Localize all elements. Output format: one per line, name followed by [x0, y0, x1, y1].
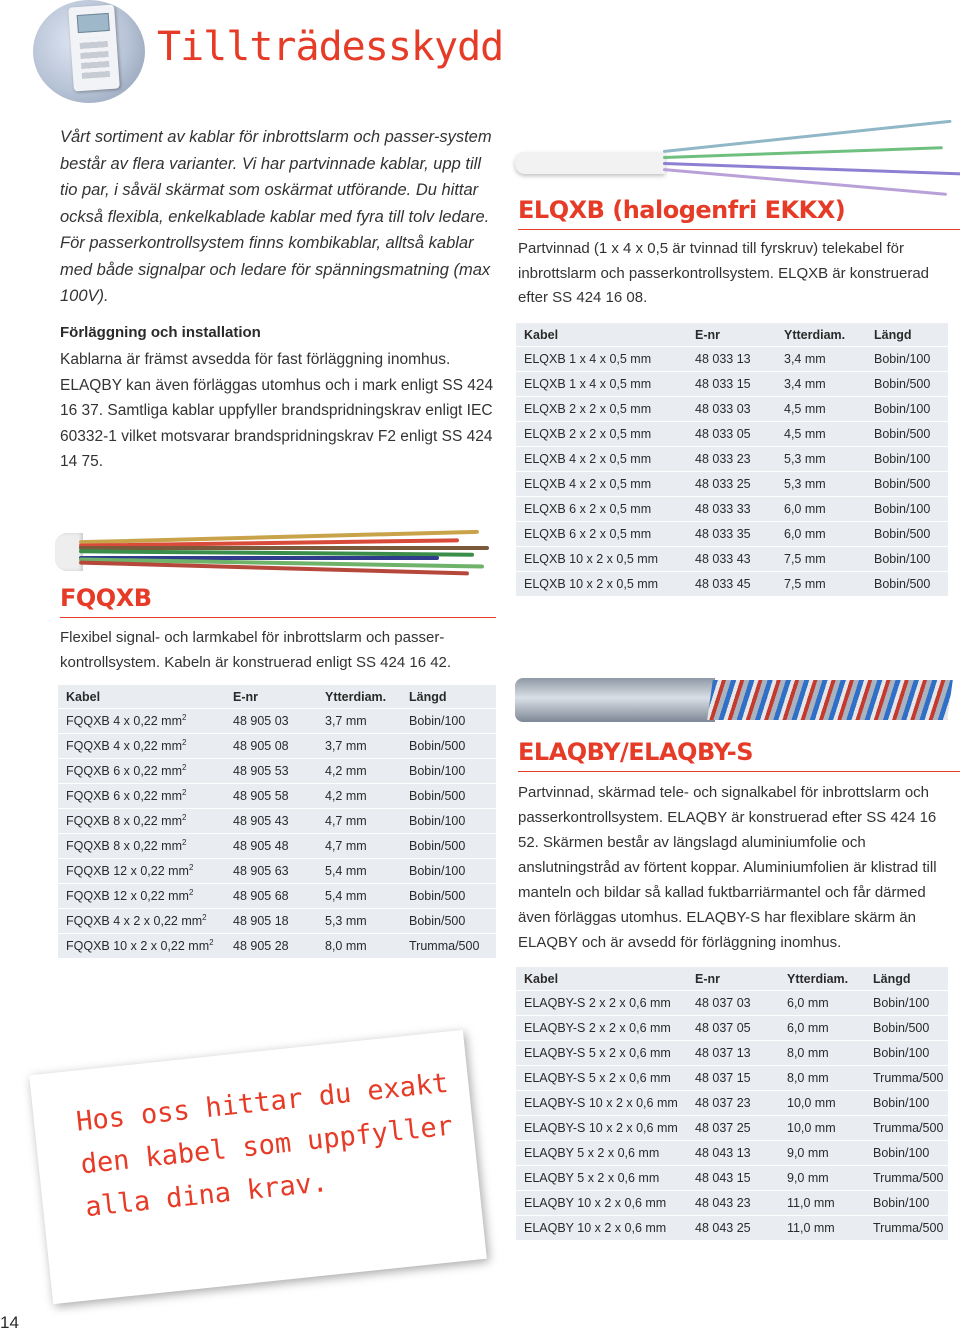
intro-paragraph: Vårt sortiment av kablar för inbrottslarm och passer-system består av flera varianter. Vi har partvinnade kablar, upp till tio par, i såväl skärmat som oskärmat utförande. Du hittar också flexibla, enkelkablade kablar med fyra till tolv ledare. För passerkontrollsystem finns kombikablar, alltså kablar med både signalpar och ledare för spänningsmatning (max 100V). [60, 128, 492, 305]
cell-langd: Bobin/100 [866, 347, 948, 371]
cell-ytterdiam: 4,5 mm [776, 422, 866, 446]
cell-enr: 48 033 43 [687, 547, 776, 571]
cell-enr: 48 043 15 [687, 1166, 779, 1190]
table-row [516, 372, 948, 396]
table-row [58, 934, 496, 958]
cell-enr: 48 033 25 [687, 472, 776, 496]
table-row [516, 447, 948, 471]
cell-ytterdiam: 6,0 mm [779, 1016, 865, 1040]
cell-kabel: ELQXB 1 x 4 x 0,5 mm [516, 347, 687, 371]
elqxb-table [516, 322, 948, 597]
keypad-panel-icon [68, 4, 120, 91]
cell-kabel: FQQXB 12 x 0,22 $mm^2$ [58, 859, 225, 883]
cell-langd: Bobin/100 [865, 1191, 948, 1215]
table-row [516, 497, 948, 521]
keypad-screen [77, 13, 110, 33]
note-card [29, 1030, 487, 1304]
cell-langd: Bobin/500 [866, 472, 948, 496]
cell-langd: Bobin/500 [866, 372, 948, 396]
cell-kabel: FQQXB 4 x 2 x 0,22 $mm^2$ [58, 909, 225, 933]
note-text: Hos oss hittar du exakt den kabel som uppfyller alla dina krav. [74, 1067, 455, 1224]
cell-langd: Bobin/100 [865, 1141, 948, 1165]
cell-langd: Bobin/100 [401, 859, 496, 883]
page-number: 14 [0, 1313, 19, 1332]
elaqby-title: ELAQBY/ELAQBY-S [518, 738, 754, 766]
cell-enr: 48 905 03 [225, 709, 317, 733]
cell-kabel: ELAQBY-S 5 x 2 x 0,6 mm [516, 1066, 687, 1090]
table-row [58, 784, 496, 808]
cell-enr: 48 043 25 [687, 1216, 779, 1240]
cell-langd: Bobin/100 [401, 709, 496, 733]
cell-enr: 48 905 43 [225, 809, 317, 833]
elqxb-cable-photo [515, 120, 960, 190]
column-header-langd: Längd [866, 323, 948, 346]
cell-langd: Trumma/500 [865, 1166, 948, 1190]
elqxb-description: Partvinnad (1 x 4 x 0,5 är tvinnad till fyrskruv) telekabel för inbrottslarm och passerkontrollsystem. ELQXB är konstruerad efter SS 424 16 08. [518, 240, 929, 306]
cell-kabel: ELQXB 6 x 2 x 0,5 mm [516, 522, 687, 546]
cell-langd: Bobin/500 [401, 884, 496, 908]
cell-ytterdiam: 9,0 mm [779, 1141, 865, 1165]
cell-kabel: FQQXB 4 x 0,22 $mm^2$ [58, 709, 225, 733]
cell-kabel: FQQXB 8 x 0,22 $mm^2$ [58, 809, 225, 833]
cell-langd: Bobin/100 [401, 809, 496, 833]
column-header-ytterdiam: Ytterdiam. [776, 323, 866, 346]
cell-enr: 48 905 08 [225, 734, 317, 758]
fqqxb-table [58, 684, 496, 959]
table-row [516, 1216, 948, 1240]
cell-enr: 48 905 63 [225, 859, 317, 883]
cell-kabel: FQQXB 6 x 0,22 $mm^2$ [58, 784, 225, 808]
cell-ytterdiam: 3,4 mm [776, 372, 866, 396]
cell-langd: Bobin/100 [866, 397, 948, 421]
cell-enr: 48 905 68 [225, 884, 317, 908]
cell-enr: 48 033 15 [687, 372, 776, 396]
column-header-kabel: Kabel [58, 685, 225, 708]
fqqxb-description: Flexibel signal- och larmkabel för inbrottslarm och passer-kontrollsystem. Kabeln är konstruerad enligt SS 424 16 42. [60, 629, 452, 671]
elaqby-description: Partvinnad, skärmad tele- och signalkabel för inbrottslarm och passerkontrollsystem. ELAQBY är konstruerad efter SS 424 16 52. Skärmen består av längslagd aluminiumfolie och anslutningstråd av förtent koppar. Aluminiumfolien är klistrad till manteln och bildar så kallad fuktbarriärmantel och får därmed även förläggas utomhus. ELAQBY-S har flexiblare skärm än ELAQBY och är avsedd för förläggning inomhus. [518, 784, 937, 951]
cell-enr: 48 033 05 [687, 422, 776, 446]
table-row [516, 1091, 948, 1115]
cell-ytterdiam: 5,4 mm [317, 859, 401, 883]
table-row [58, 834, 496, 858]
cell-kabel: ELAQBY 5 x 2 x 0,6 mm [516, 1141, 687, 1165]
table-row [516, 1141, 948, 1165]
table-row [516, 547, 948, 571]
column-header-enr: E-nr [687, 323, 776, 346]
cell-enr: 48 037 25 [687, 1116, 779, 1140]
table-row [516, 1016, 948, 1040]
cell-langd: Bobin/500 [401, 734, 496, 758]
cell-enr: 48 033 03 [687, 397, 776, 421]
table-row [516, 472, 948, 496]
table-row [516, 572, 948, 596]
cell-ytterdiam: 8,0 mm [779, 1041, 865, 1065]
cell-ytterdiam: 6,0 mm [779, 991, 865, 1015]
cell-kabel: ELQXB 10 x 2 x 0,5 mm [516, 572, 687, 596]
cell-langd: Bobin/100 [865, 991, 948, 1015]
cell-kabel: ELQXB 4 x 2 x 0,5 mm [516, 472, 687, 496]
installation-paragraph: Kablarna är främst avsedda för fast förläggning inomhus. ELAQBY kan även förläggas utomhus och i mark enligt SS 424 16 37. Samtliga kablar uppfyller brandspridningskrav enligt IEC 60332-1 vilket motsvarar brandspridningskrav F2 enligt SS 424 14 75. [60, 351, 494, 470]
cell-enr: 48 905 53 [225, 759, 317, 783]
fqqxb-cable-photo [55, 515, 495, 585]
cell-ytterdiam: 5,3 mm [776, 472, 866, 496]
cell-langd: Bobin/100 [401, 759, 496, 783]
cell-enr: 48 043 23 [687, 1191, 779, 1215]
table-row [516, 347, 948, 371]
table-row [58, 809, 496, 833]
cell-langd: Bobin/500 [866, 572, 948, 596]
cell-kabel: ELQXB 1 x 4 x 0,5 mm [516, 372, 687, 396]
table-row [58, 709, 496, 733]
table-row [58, 909, 496, 933]
cell-langd: Bobin/100 [866, 547, 948, 571]
table-header-row [516, 967, 948, 990]
cell-langd: Trumma/500 [865, 1066, 948, 1090]
cell-kabel: FQQXB 4 x 0,22 $mm^2$ [58, 734, 225, 758]
cell-ytterdiam: 6,0 mm [776, 522, 866, 546]
cell-enr: 48 905 48 [225, 834, 317, 858]
cell-ytterdiam: 9,0 mm [779, 1166, 865, 1190]
cell-kabel: ELAQBY-S 10 x 2 x 0,6 mm [516, 1116, 687, 1140]
cell-kabel: ELAQBY 5 x 2 x 0,6 mm [516, 1166, 687, 1190]
cell-ytterdiam: 4,2 mm [317, 759, 401, 783]
table-row [516, 422, 948, 446]
column-header-kabel: Kabel [516, 967, 687, 990]
cell-kabel: ELQXB 2 x 2 x 0,5 mm [516, 422, 687, 446]
cell-enr: 48 033 35 [687, 522, 776, 546]
table-row [516, 1191, 948, 1215]
page-title: Tillträdesskydd [157, 24, 504, 70]
cell-ytterdiam: 6,0 mm [776, 497, 866, 521]
cell-ytterdiam: 10,0 mm [779, 1116, 865, 1140]
cell-ytterdiam: 4,7 mm [317, 809, 401, 833]
cell-kabel: ELQXB 2 x 2 x 0,5 mm [516, 397, 687, 421]
cell-enr: 48 033 33 [687, 497, 776, 521]
cell-ytterdiam: 11,0 mm [779, 1216, 865, 1240]
cell-langd: Bobin/100 [866, 447, 948, 471]
cell-kabel: ELAQBY-S 2 x 2 x 0,6 mm [516, 1016, 687, 1040]
cell-kabel: ELAQBY 10 x 2 x 0,6 mm [516, 1191, 687, 1215]
column-header-langd: Längd [865, 967, 948, 990]
cell-ytterdiam: 4,7 mm [317, 834, 401, 858]
cell-langd: Bobin/500 [401, 784, 496, 808]
cell-enr: 48 043 13 [687, 1141, 779, 1165]
fqqxb-title: FQQXB [60, 584, 152, 612]
cell-ytterdiam: 5,4 mm [317, 884, 401, 908]
cell-ytterdiam: 4,5 mm [776, 397, 866, 421]
cell-ytterdiam: 8,0 mm [779, 1066, 865, 1090]
table-row [516, 522, 948, 546]
cell-langd: Trumma/500 [865, 1216, 948, 1240]
cell-langd: Trumma/500 [401, 934, 496, 958]
cell-kabel: ELQXB 4 x 2 x 0,5 mm [516, 447, 687, 471]
column-header-ytterdiam: Ytterdiam. [779, 967, 865, 990]
column-header-enr: E-nr [225, 685, 317, 708]
table-row [58, 859, 496, 883]
table-header-row [58, 685, 496, 708]
elaqby-cable-photo [515, 670, 960, 732]
cell-langd: Trumma/500 [865, 1116, 948, 1140]
cell-ytterdiam: 10,0 mm [779, 1091, 865, 1115]
elaqby-table [516, 966, 948, 1241]
cell-kabel: ELAQBY-S 5 x 2 x 0,6 mm [516, 1041, 687, 1065]
cell-kabel: ELQXB 6 x 2 x 0,5 mm [516, 497, 687, 521]
cell-enr: 48 037 15 [687, 1066, 779, 1090]
cell-kabel: FQQXB 8 x 0,22 $mm^2$ [58, 834, 225, 858]
cell-enr: 48 037 23 [687, 1091, 779, 1115]
cell-ytterdiam: 5,3 mm [776, 447, 866, 471]
cell-enr: 48 905 58 [225, 784, 317, 808]
cell-ytterdiam: 3,7 mm [317, 734, 401, 758]
cell-langd: Bobin/100 [865, 1091, 948, 1115]
keypad-keys [79, 37, 110, 79]
cell-ytterdiam: 5,3 mm [317, 909, 401, 933]
column-header-kabel: Kabel [516, 323, 687, 346]
cell-enr: 48 905 28 [225, 934, 317, 958]
table-row [516, 1066, 948, 1090]
elqxb-title: ELQXB (halogenfri EKKX) [518, 196, 846, 224]
cell-langd: Bobin/500 [401, 834, 496, 858]
cell-ytterdiam: 3,4 mm [776, 347, 866, 371]
table-row [516, 991, 948, 1015]
access-panel-photo [33, 0, 145, 103]
cell-kabel: FQQXB 10 x 2 x 0,22 $mm^2$ [58, 934, 225, 958]
installation-heading: Förläggning och installation [60, 324, 261, 341]
cell-enr: 48 033 23 [687, 447, 776, 471]
column-header-enr: E-nr [687, 967, 779, 990]
table-row [516, 1116, 948, 1140]
cell-enr: 48 033 13 [687, 347, 776, 371]
cell-kabel: ELAQBY-S 10 x 2 x 0,6 mm [516, 1091, 687, 1115]
column-header-langd: Längd [401, 685, 496, 708]
cell-ytterdiam: 7,5 mm [776, 572, 866, 596]
table-row [58, 759, 496, 783]
table-row [516, 1041, 948, 1065]
table-row [516, 397, 948, 421]
cell-langd: Bobin/500 [865, 1016, 948, 1040]
cell-kabel: ELQXB 10 x 2 x 0,5 mm [516, 547, 687, 571]
cell-langd: Bobin/500 [866, 522, 948, 546]
fqqxb-rule [60, 617, 496, 618]
cell-langd: Bobin/100 [865, 1041, 948, 1065]
elqxb-rule [518, 229, 960, 230]
cell-ytterdiam: 8,0 mm [317, 934, 401, 958]
table-row [516, 1166, 948, 1190]
cell-kabel: ELAQBY-S 2 x 2 x 0,6 mm [516, 991, 687, 1015]
elaqby-rule [518, 771, 960, 772]
cell-kabel: ELAQBY 10 x 2 x 0,6 mm [516, 1216, 687, 1240]
column-header-ytterdiam: Ytterdiam. [317, 685, 401, 708]
cell-langd: Bobin/500 [866, 422, 948, 446]
cell-kabel: FQQXB 6 x 0,22 $mm^2$ [58, 759, 225, 783]
table-header-row [516, 323, 948, 346]
cell-langd: Bobin/100 [866, 497, 948, 521]
cell-ytterdiam: 3,7 mm [317, 709, 401, 733]
cell-kabel: FQQXB 12 x 0,22 $mm^2$ [58, 884, 225, 908]
cell-enr: 48 037 13 [687, 1041, 779, 1065]
cell-langd: Bobin/500 [401, 909, 496, 933]
cell-enr: 48 037 03 [687, 991, 779, 1015]
cell-ytterdiam: 11,0 mm [779, 1191, 865, 1215]
table-row [58, 884, 496, 908]
cell-enr: 48 037 05 [687, 1016, 779, 1040]
cell-enr: 48 033 45 [687, 572, 776, 596]
cell-enr: 48 905 18 [225, 909, 317, 933]
cell-ytterdiam: 4,2 mm [317, 784, 401, 808]
cell-ytterdiam: 7,5 mm [776, 547, 866, 571]
table-row [58, 734, 496, 758]
